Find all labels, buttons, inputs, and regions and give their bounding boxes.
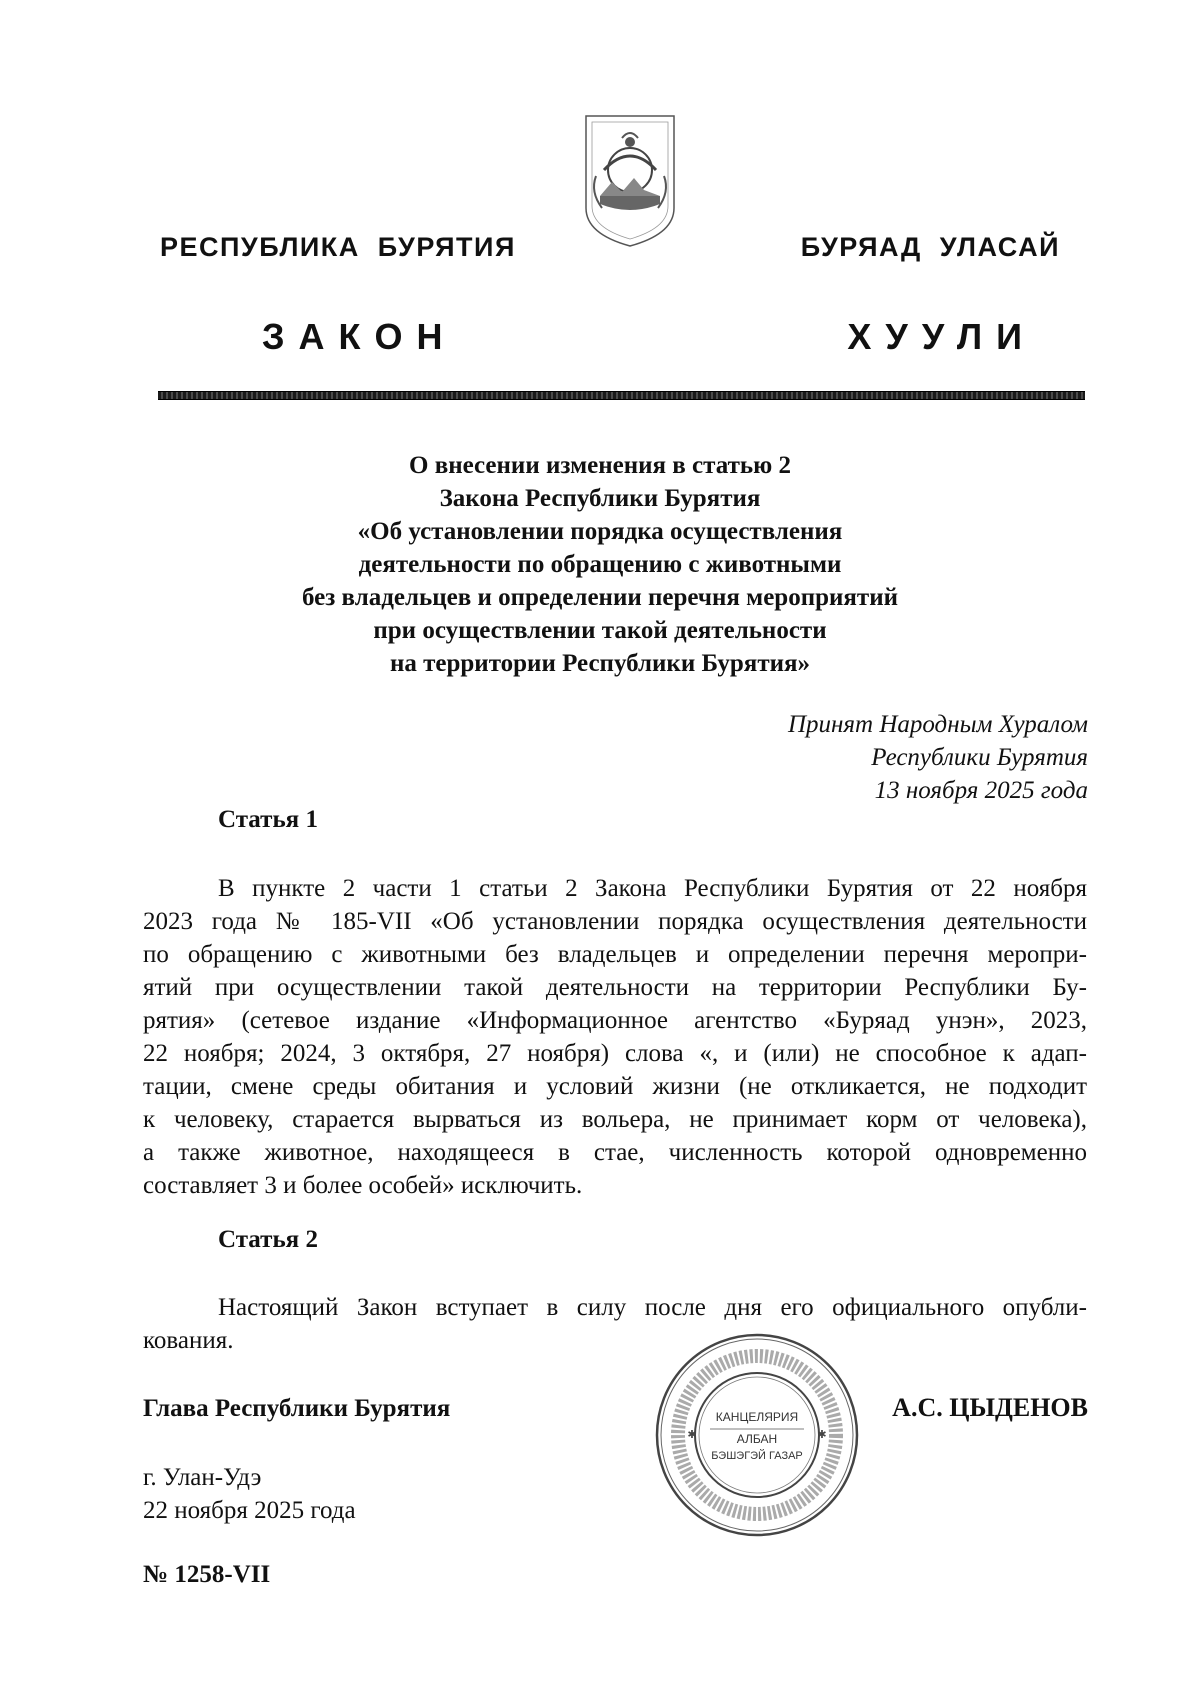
law-title [200,449,1000,680]
text-line: 2023 года № 185-VII «Об установлении порядка осуществления деятельности [143,908,1087,935]
place-and-date [143,1461,356,1527]
republic-name-buryat: БУРЯАД УЛАСАЙ [800,232,1060,262]
text-line: к человеку, старается вырваться из вольера, не принимает корм от человека), [143,1106,1087,1133]
text-line: 22 ноября; 2024, 3 октября, 27 ноября) слова «, и (или) не способное к адап- [143,1040,1087,1067]
title-line: деятельности по обращению с животными [358,551,842,578]
city: г. Улан-Удэ [143,1464,262,1491]
law-number: № 1258-VII [143,1561,271,1588]
republic-name-russian: РЕСПУБЛИКА БУРЯТИЯ [160,232,516,262]
adoption-line: 13 ноября 2025 года [874,777,1088,804]
title-line: на территории Республики Бурятия» [389,650,811,677]
title-line: без владельцев и определении перечня мероприятий [301,584,899,611]
signatory-name: А.С. ЦЫДЕНОВ [892,1393,1088,1422]
svg-text:✱: ✱ [687,1428,697,1441]
text-line: тации, смене среды обитания и условий жизни (не откликается, не подходит [143,1073,1087,1100]
adoption-note [788,708,1088,807]
article-1-heading: Статья 1 [218,806,318,833]
official-seal [652,1330,862,1540]
title-line: О внесении изменения в статью 2 [409,452,791,479]
law-label-russian: ЗАКОН [262,316,457,357]
text-line: Настоящий Закон вступает в силу после дня его официального опубли- [218,1294,1087,1321]
article-2-text [143,1291,1087,1357]
text-line: кования. [143,1327,234,1354]
text-line: составляет 3 и более особей» исключить. [143,1172,583,1199]
article-1-text [143,872,1087,1202]
adoption-line: Принят Народным Хуралом [787,711,1088,738]
adoption-line: Республики Бурятия [871,744,1088,771]
title-line: «Об установлении порядка осуществления [357,518,843,545]
law-label-buryat: ХУУЛИ [847,316,1036,357]
text-line: рятия» (сетевое издание «Информационное агентство «Буряад унэн», 2023, [143,1007,1087,1034]
text-line: а также животное, находящееся в стае, численность которой одновременно [143,1139,1087,1166]
title-line: при осуществлении такой деятельности [373,617,827,644]
text-line: В пункте 2 части 1 статьи 2 Закона Республики Бурятия от 22 ноября [218,875,1087,902]
seal-text: КАНЦЕЛЯРИЯ [715,1410,799,1424]
coat-of-arms-icon [582,112,678,248]
seal-text: АЛБАН [736,1432,778,1446]
title-line: Закона Республики Бурятия [439,485,761,512]
svg-text:✱: ✱ [817,1428,827,1441]
text-line: ятий при осуществлении такой деятельности на территории Республики Бу- [143,974,1087,1001]
header-divider [158,391,1085,400]
article-2-heading: Статья 2 [218,1226,318,1253]
text-line: по обращению с животными без владельцев и определении перечня меропри- [143,941,1087,968]
signing-date: 22 ноября 2025 года [143,1497,356,1524]
signatory-position: Глава Республики Бурятия [143,1395,451,1422]
seal-text: БЭШЭГЭЙ ГАЗАР [711,1450,803,1462]
